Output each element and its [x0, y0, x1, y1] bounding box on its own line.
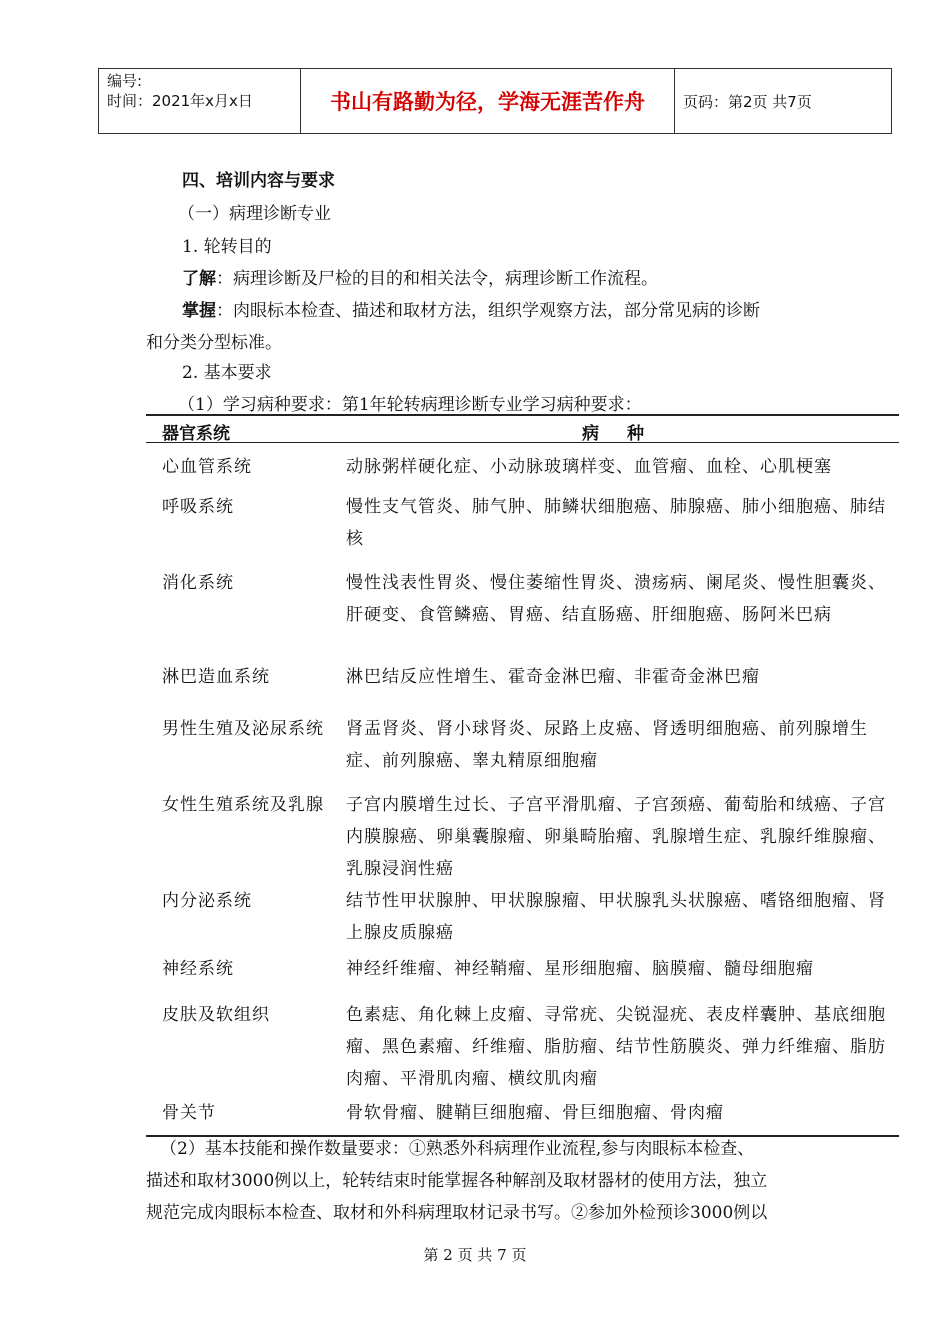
row-system: 女性生殖系统及乳腺 — [162, 795, 324, 815]
table-row — [146, 567, 899, 661]
header-meta — [99, 69, 301, 133]
number-label: 编号: — [107, 72, 143, 90]
table-row — [146, 713, 899, 789]
master-paragraph — [182, 296, 760, 321]
row-disease: 子宫内膜增生过长、子宫平滑肌瘤、子宫颈癌、葡萄胎和绒癌、子宫内膜腺癌、卵巢囊腺瘤、卵巢畸胎瘤、乳腺增生症、乳腺纤维腺瘤、乳腺浸润性癌 — [346, 795, 886, 879]
section-title: 四、培训内容与要求 — [182, 171, 335, 191]
row-system: 内分泌系统 — [162, 891, 252, 911]
table-row — [146, 1097, 899, 1135]
table-row — [146, 999, 899, 1097]
column-header-disease: 病种 — [582, 424, 672, 444]
page-header — [98, 68, 892, 134]
page-footer: 第 2 页 共 7 页 — [423, 1246, 527, 1264]
understand-text: ：病理诊断及尸检的目的和相关法令，病理诊断工作流程。 — [216, 269, 658, 289]
understand-label: 了解 — [182, 269, 216, 289]
requirement-1: （1）学习病种要求：第1年轮转病理诊断专业学习病种要求： — [178, 395, 642, 415]
header-motto: 书山有路勤为径，学海无涯苦作舟 — [301, 69, 675, 133]
row-disease: 结节性甲状腺肿、甲状腺腺瘤、甲状腺乳头状腺癌、嗜铬细胞瘤、肾上腺皮质腺癌 — [346, 891, 886, 943]
master-label: 掌握 — [182, 301, 216, 321]
row-disease: 神经纤维瘤、神经鞘瘤、星形细胞瘤、脑膜瘤、髓母细胞瘤 — [346, 959, 814, 979]
master-text-1: ：肉眼标本检查、描述和取材方法，组织学观察方法，部分常见病的诊断 — [216, 301, 760, 321]
row-system: 骨关节 — [162, 1103, 216, 1123]
understand-paragraph — [182, 264, 658, 289]
table-row — [146, 451, 899, 491]
column-header-system: 器官系统 — [162, 424, 230, 444]
row-system: 淋巴造血系统 — [162, 667, 270, 687]
row-disease: 色素痣、角化棘上皮瘤、寻常疣、尖锐湿疣、表皮样囊肿、基底细胞瘤、黑色素瘤、纤维瘤、脂肪瘤、结节性筋膜炎、弹力纤维瘤、脂肪肉瘤、平滑肌肉瘤、横纹肌肉瘤 — [346, 1005, 886, 1089]
row-disease: 骨软骨瘤、腱鞘巨细胞瘤、骨巨细胞瘤、骨肉瘤 — [346, 1103, 724, 1123]
requirement-2-line-2: 描述和取材3000例以上，轮转结束时能掌握各种解剖及取材器材的使用方法，独立 — [146, 1171, 768, 1191]
row-system: 呼吸系统 — [162, 497, 234, 517]
row-disease: 慢性支气管炎、肺气肿、肺鳞状细胞癌、肺腺癌、肺小细胞癌、肺结核 — [346, 497, 886, 549]
row-system: 神经系统 — [162, 959, 234, 979]
row-disease: 动脉粥样硬化症、小动脉玻璃样变、血管瘤、血栓、心肌梗塞 — [346, 457, 832, 477]
row-disease: 肾盂肾炎、肾小球肾炎、尿路上皮癌、肾透明细胞癌、前列腺增生症、前列腺癌、睾丸精原细胞瘤 — [346, 719, 868, 771]
disease-table — [146, 414, 899, 1137]
table-row — [146, 953, 899, 999]
item-1-heading: 1. 轮转目的 — [182, 237, 272, 257]
subsection-title: （一）病理诊断专业 — [178, 204, 331, 224]
table-row — [146, 661, 899, 713]
row-system: 男性生殖及泌尿系统 — [162, 719, 324, 739]
table-row — [146, 885, 899, 953]
row-system: 心血管系统 — [162, 457, 252, 477]
table-header — [146, 416, 899, 443]
row-disease: 淋巴结反应性增生、霍奇金淋巴瘤、非霍奇金淋巴瘤 — [346, 667, 760, 687]
row-system: 皮肤及软组织 — [162, 1005, 270, 1025]
table-row — [146, 789, 899, 885]
item-2-heading: 2. 基本要求 — [182, 363, 272, 383]
header-page-code: 页码：第2页 共7页 — [683, 92, 812, 111]
time-label: 时间：2021年x月x日 — [107, 92, 253, 110]
table-row — [146, 491, 899, 567]
row-system: 消化系统 — [162, 573, 234, 593]
requirement-2-line-1: （2）基本技能和操作数量要求：①熟悉外科病理作业流程,参与肉眼标本检查、 — [160, 1139, 755, 1159]
row-disease: 慢性浅表性胃炎、慢住萎缩性胃炎、溃疡病、阑尾炎、慢性胆囊炎、肝硬变、食管鳞癌、胃癌、结直肠癌、肝细胞癌、肠阿米巴病 — [346, 573, 886, 625]
requirement-2-line-3: 规范完成肉眼标本检查、取材和外科病理取材记录书写。②参加外检预诊3000例以 — [146, 1203, 768, 1223]
master-text-2: 和分类分型标准。 — [146, 333, 282, 353]
